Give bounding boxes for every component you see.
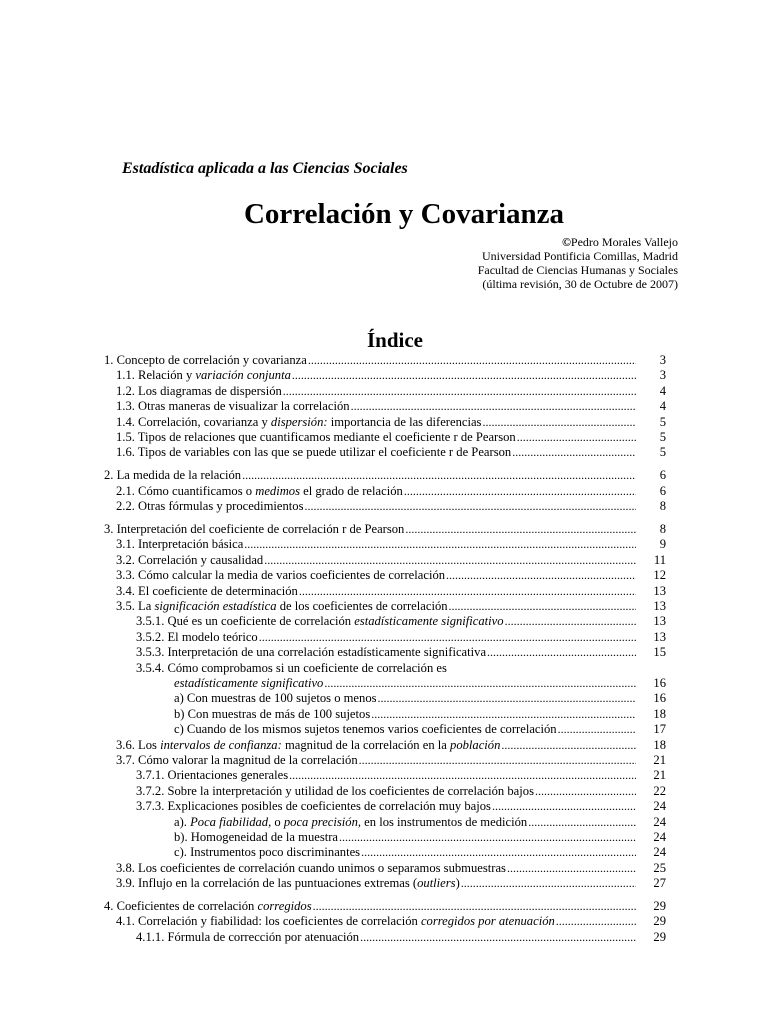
toc-entry: [104, 599, 666, 614]
author-name-line: [478, 235, 678, 249]
toc-entry-title-part: 3.5. La: [116, 599, 155, 614]
toc-leader-dots: [507, 861, 636, 876]
toc-entry-title: [116, 415, 481, 430]
toc-leader-dots: [304, 499, 636, 514]
toc-entry-title-part: importancia de las diferencias: [327, 414, 482, 429]
toc-entry: [104, 815, 666, 830]
toc-entry: [104, 537, 666, 552]
toc-entry-title: [116, 430, 516, 445]
toc-entry: [104, 784, 666, 799]
toc-leader-dots: [487, 645, 636, 660]
toc-entry: [104, 876, 666, 891]
toc-entry: [104, 707, 666, 722]
toc-page-number: 4: [659, 399, 666, 414]
index-heading: Índice: [366, 328, 423, 352]
toc-page-number: 21: [653, 768, 666, 783]
toc-leader-dots: [378, 691, 636, 706]
toc-entry-title-part: estadísticamente significativo: [354, 614, 504, 629]
toc-entry-title-part: corregidos: [257, 899, 312, 914]
toc-entry-title: [174, 722, 557, 737]
toc-entry-title: [136, 930, 359, 945]
toc-leader-dots: [242, 468, 636, 483]
toc-entry-title: [174, 676, 323, 691]
toc-entry-title-part: c). Instrumentos poco discriminantes: [174, 845, 361, 860]
toc-entry-title-part: outliers: [417, 876, 456, 891]
toc-entry-title: [116, 599, 448, 614]
toc-entry-title: [174, 845, 360, 860]
toc-entry-title-part: intervalos de confianza:: [160, 737, 282, 752]
toc-page-number: 8: [659, 522, 666, 537]
toc-entry-title-part: 3.5.2. El modelo teórico: [136, 629, 258, 644]
toc-entry-title: [116, 553, 263, 568]
toc-page-number: 5: [659, 445, 666, 460]
toc-entry-title-part: 1.1. Relación y: [116, 368, 196, 383]
table-of-contents: [104, 353, 666, 945]
toc-page-number: 24: [653, 829, 666, 844]
toc-leader-dots: [449, 599, 636, 614]
toc-entry-title-part: 3.5.1. Qué es un coeficiente de correlación: [136, 614, 355, 629]
toc-entry-title: [104, 522, 404, 537]
toc-entry-title: [116, 368, 291, 383]
toc-entry: [104, 914, 666, 929]
toc-page-number: 16: [653, 676, 666, 690]
author-university: Universidad Pontificia Comillas, Madrid: [482, 249, 678, 263]
toc-entry: [104, 630, 666, 645]
toc-page-number: 16: [653, 691, 666, 706]
toc-entry-title-part: dispersión:: [270, 414, 328, 429]
toc-entry-title: [104, 899, 312, 914]
toc-leader-dots: [324, 676, 636, 691]
toc-entry-title: [116, 384, 282, 399]
toc-entry-title-part: de los coeficientes de correlación: [276, 599, 448, 614]
toc-entry-title-part: estadísticamente significativo: [174, 676, 324, 690]
toc-entry: [104, 384, 666, 399]
toc-entry: [104, 568, 666, 583]
toc-entry-title: [136, 784, 534, 799]
toc-page-number: 21: [653, 752, 666, 767]
toc-entry-title: [116, 753, 358, 768]
toc-page-number: 12: [653, 568, 666, 583]
toc-entry-title: [104, 468, 241, 483]
toc-entry-title-part: 3.3. Cómo calcular la media de varios coeficientes de correlación: [116, 568, 446, 583]
toc-entry-title-part: 1.4. Correlación, covarianza y: [116, 414, 271, 429]
toc-entry: [104, 522, 666, 537]
toc-leader-dots: [501, 738, 636, 753]
toc-leader-dots: [259, 630, 636, 645]
toc-entry: [104, 553, 666, 568]
toc-entry-title: [174, 815, 527, 830]
toc-leader-dots: [405, 522, 636, 537]
toc-page-number: 5: [659, 414, 666, 429]
toc-page-number: 4: [659, 383, 666, 398]
toc-entry: [104, 691, 666, 706]
toc-entry: [104, 368, 666, 383]
toc-page-number: 18: [653, 737, 666, 752]
toc-entry: [104, 930, 666, 945]
copyright-symbol: ©: [561, 235, 571, 249]
toc-page-number: 15: [653, 645, 666, 660]
toc-page-number: 9: [659, 537, 666, 552]
toc-entry-title: [174, 691, 377, 706]
toc-leader-dots: [512, 445, 636, 460]
toc-entry-title-part: b). Homogeneidad de la muestra: [174, 829, 339, 844]
toc-entry-title: [116, 861, 506, 876]
toc-leader-dots: [360, 930, 636, 945]
toc-leader-dots: [446, 568, 636, 583]
toc-page-number: 24: [653, 845, 666, 860]
toc-entry: [104, 845, 666, 860]
toc-entry: [104, 645, 666, 660]
toc-leader-dots: [492, 799, 636, 814]
toc-entry-title-part: 1.2. Los diagramas de dispersión: [116, 383, 282, 398]
toc-page-number: 29: [653, 899, 666, 914]
toc-entry-title: [136, 614, 504, 629]
toc-entry-title-part: 1. Concepto de correlación y covarianza: [104, 353, 307, 367]
toc-page-number: 13: [653, 583, 666, 598]
toc-leader-dots: [371, 707, 636, 722]
toc-entry-title-part: 3.1. Interpretación básica: [116, 537, 244, 552]
toc-entry-title-part: poca precisión,: [283, 814, 362, 829]
toc-entry-title-part: 4. Coeficientes de correlación: [104, 899, 258, 914]
toc-entry-title: [136, 645, 486, 660]
toc-entry-title-part: Poca fiabilidad,: [190, 814, 272, 829]
toc-entry-title: [116, 914, 555, 929]
toc-entry: [104, 445, 666, 460]
toc-entry: [104, 830, 666, 845]
toc-page-number: 27: [653, 876, 666, 891]
toc-leader-dots: [404, 484, 636, 499]
toc-entry-title: [116, 568, 445, 583]
document-title: Correlación y Covarianza: [243, 198, 565, 230]
toc-entry: [104, 899, 666, 914]
toc-page-number: 25: [653, 860, 666, 875]
toc-leader-dots: [313, 899, 636, 914]
toc-entry-title: [136, 799, 491, 814]
toc-page-number: 3: [659, 353, 666, 367]
toc-leader-dots: [558, 722, 636, 737]
toc-leader-dots: [535, 784, 636, 799]
toc-entry: [104, 722, 666, 737]
toc-entry-title-part: 3.7.3. Explicaciones posibles de coeficientes de correlación muy bajos: [136, 799, 491, 814]
toc-entry-title: [116, 445, 511, 460]
toc-leader-dots: [505, 614, 636, 629]
toc-entry-title-part: 3.8. Los coeficientes de correlación cuando unimos o separamos submuestras: [116, 860, 506, 875]
toc-page-number: 3: [659, 368, 666, 383]
toc-page-number: 29: [653, 929, 666, 944]
toc-leader-dots: [308, 353, 636, 368]
toc-page-number: 22: [653, 783, 666, 798]
toc-entry-title-part: 4.1. Correlación y fiabilidad: los coeficientes de correlación: [116, 914, 421, 929]
toc-entry-title-part: 3.6. Los: [116, 737, 161, 752]
toc-entry-title-part: 2.2. Otras fórmulas y procedimientos: [116, 499, 304, 514]
toc-entry-title-part: 3.5.3. Interpretación de una correlación estadísticamente significativa: [136, 645, 487, 660]
toc-leader-dots: [289, 768, 636, 783]
toc-entry: [104, 738, 666, 753]
author-name: Pedro Morales Vallejo: [570, 235, 678, 249]
toc-entry: [104, 584, 666, 599]
toc-page-number: 24: [653, 814, 666, 829]
toc-entry-title-part: medimos: [255, 483, 300, 498]
toc-entry-title-part: 3.4. El coeficiente de determinación: [116, 583, 298, 598]
toc-entry: [104, 614, 666, 629]
toc-page-number: 13: [653, 614, 666, 629]
toc-page-number: 11: [653, 552, 666, 567]
toc-entry: [104, 353, 666, 368]
toc-entry-title: [116, 499, 303, 514]
toc-entry-title-part: 2. La medida de la relación: [104, 468, 242, 483]
toc-entry-title-part: o: [271, 814, 284, 829]
toc-entry-title-part: 3.2. Correlación y causalidad: [116, 552, 264, 567]
toc-entry-title-part: 3.5.4. Cómo comprobamos si un coeficiente de correlación es: [136, 660, 447, 675]
toc-leader-dots: [359, 753, 636, 768]
toc-entry-title-part: a).: [174, 814, 191, 829]
toc-entry-title-part: población: [450, 737, 501, 752]
toc-entry-title-part: 1.5. Tipos de relaciones que cuantificamos mediante el coeficiente r de Pearson: [116, 429, 516, 444]
toc-page-number: 8: [659, 499, 666, 514]
document-subtitle: Estadística aplicada a las Ciencias Sociales: [122, 160, 408, 177]
toc-leader-dots: [517, 430, 636, 445]
toc-entry-title-part: b) Con muestras de más de 100 sujetos: [174, 706, 371, 721]
toc-page-number: 6: [659, 468, 666, 483]
toc-leader-dots: [244, 537, 636, 552]
toc-page-number: 13: [653, 629, 666, 644]
toc-entry-title-part: 1.3. Otras maneras de visualizar la correlación: [116, 399, 350, 414]
toc-entry: [104, 468, 666, 483]
toc-entry-title: [116, 738, 500, 753]
toc-leader-dots: [461, 876, 636, 891]
toc-entry: [104, 499, 666, 514]
toc-page-number: 13: [653, 599, 666, 614]
toc-entry-title: [116, 876, 460, 891]
toc-leader-dots: [283, 384, 636, 399]
toc-entry-title: [174, 707, 370, 722]
toc-page-number: 5: [659, 429, 666, 444]
toc-page-number: 29: [653, 914, 666, 929]
toc-entry-title-part: 3.7. Cómo valorar la magnitud de la correlación: [116, 752, 358, 767]
toc-entry-title-part: ): [455, 876, 460, 891]
revision-date: (última revisión, 30 de Octubre de 2007): [482, 277, 678, 291]
toc-entry-title-part: 3. Interpretación del coeficiente de correlación r de Pearson: [104, 522, 405, 537]
toc-entry-title: [116, 537, 243, 552]
toc-entry-title: [174, 830, 338, 845]
toc-entry-title-part: 1.6. Tipos de variables con las que se puede utilizar el coeficiente r de Pearson: [116, 445, 512, 460]
toc-leader-dots: [292, 368, 636, 383]
toc-entry: [104, 484, 666, 499]
toc-leader-dots: [528, 815, 636, 830]
toc-leader-dots: [339, 830, 636, 845]
toc-entry-title-part: magnitud de la correlación en la: [281, 737, 451, 752]
toc-entry-title: [136, 661, 447, 676]
toc-entry-title: [116, 484, 403, 499]
toc-entry: [104, 861, 666, 876]
toc-entry: [104, 661, 666, 676]
toc-entry-title-part: significación estadística: [154, 599, 277, 614]
toc-entry-title-part: en los instrumentos de medición: [361, 814, 528, 829]
toc-entry-title-part: 3.9. Influjo en la correlación de las puntuaciones extremas (: [116, 876, 418, 891]
toc-entry-title-part: el grado de relación: [300, 483, 403, 498]
toc-entry-title-part: 3.7.2. Sobre la interpretación y utilidad de los coeficientes de correlación bajos: [136, 783, 534, 798]
toc-entry-title: [104, 353, 307, 368]
toc-entry-title: [116, 399, 350, 414]
toc-leader-dots: [264, 553, 636, 568]
toc-entry: [104, 799, 666, 814]
toc-leader-dots: [482, 415, 636, 430]
toc-entry-title-part: 4.1.1. Fórmula de corrección por atenuación: [136, 929, 360, 944]
toc-entry: [104, 753, 666, 768]
toc-entry-title: [116, 584, 298, 599]
toc-entry-title-part: corregidos por atenuación: [420, 914, 555, 929]
toc-page-number: 17: [653, 722, 666, 737]
toc-leader-dots: [351, 399, 636, 414]
toc-entry: [104, 430, 666, 445]
toc-entry-title-part: variación conjunta: [195, 368, 291, 383]
toc-entry-title-part: 2.1. Cómo cuantificamos o: [116, 483, 256, 498]
toc-page-number: 24: [653, 799, 666, 814]
toc-leader-dots: [556, 914, 636, 929]
toc-entry: [104, 768, 666, 783]
toc-entry-title: [136, 630, 258, 645]
toc-entry: [104, 676, 666, 691]
toc-leader-dots: [361, 845, 636, 860]
toc-entry-title-part: a) Con muestras de 100 sujetos o menos: [174, 691, 377, 706]
author-faculty: Facultad de Ciencias Humanas y Sociales: [477, 263, 678, 277]
toc-entry: [104, 399, 666, 414]
toc-entry: [104, 415, 666, 430]
toc-leader-dots: [299, 584, 636, 599]
toc-page-number: 18: [653, 706, 666, 721]
toc-entry-title-part: c) Cuando de los mismos sujetos tenemos varios coeficientes de correlación: [174, 722, 557, 737]
author-block: [478, 235, 678, 291]
toc-page-number: 6: [659, 483, 666, 498]
toc-entry-title-part: 3.7.1. Orientaciones generales: [136, 768, 289, 783]
toc-entry-title: [136, 768, 288, 783]
